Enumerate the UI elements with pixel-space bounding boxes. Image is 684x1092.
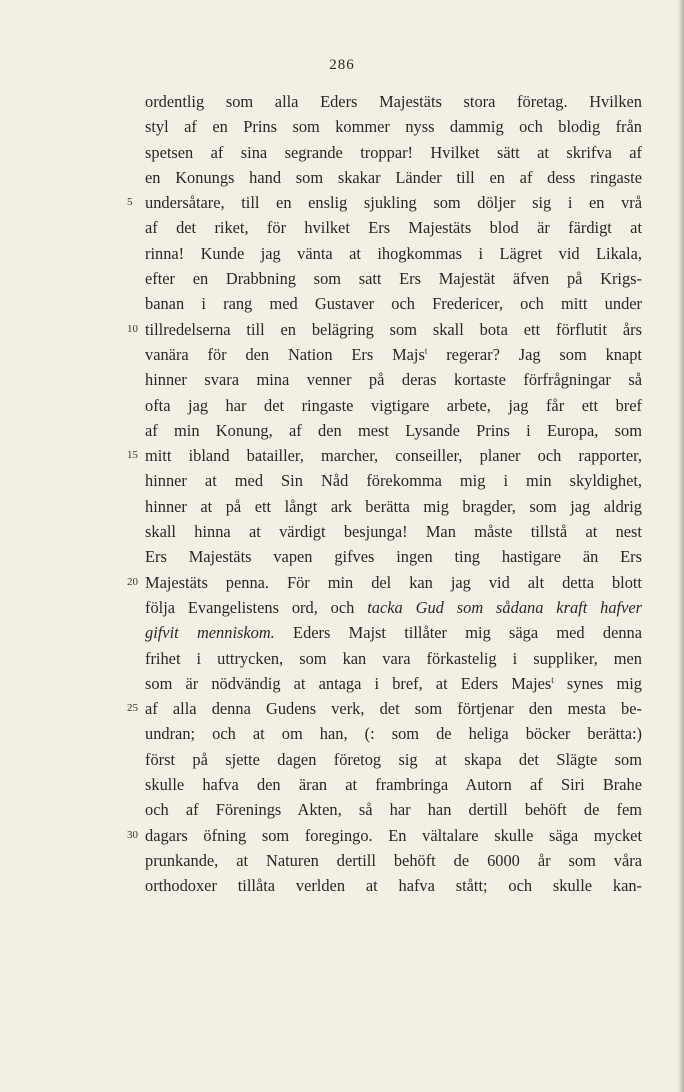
text-line xyxy=(145,544,642,569)
text-run: frihet i uttrycken, som kan vara förkastelig i suppliker, men xyxy=(145,648,642,668)
line-number: 10 xyxy=(127,322,138,335)
text-line xyxy=(127,823,642,848)
line-number: 5 xyxy=(127,196,133,209)
text-run: rinna! Kunde jag vänta at ihogkommas i Lägret vid Likala, xyxy=(145,243,642,263)
text-run: som är nödvändig at antaga i bref, at Eders Majes xyxy=(145,673,552,693)
line-number: 25 xyxy=(127,702,138,715)
text-line xyxy=(145,418,642,443)
text-line xyxy=(145,519,642,544)
text-line xyxy=(145,367,642,392)
text-line xyxy=(145,165,642,190)
text-run: af min Konung, af den mest Lysande Prins i Europa, som xyxy=(145,420,642,440)
text-line xyxy=(145,468,642,493)
text-line xyxy=(127,317,642,342)
text-line xyxy=(145,215,642,240)
page-edge-shadow xyxy=(678,0,684,1092)
page-number: 286 xyxy=(329,57,355,73)
text-run: dagars öfning som foregingo. En vältalare skulle säga mycket xyxy=(145,825,642,845)
text-run: orthodoxer tillåta verlden at hafva stått; och skulle kan- xyxy=(145,876,642,896)
text-run: hinner at med Sin Nåd förekomma mig i min skyldighet, xyxy=(145,471,642,491)
text-run: först på sjette dagen företog sig at skapa det Slägte som xyxy=(145,749,642,769)
text-line xyxy=(145,646,642,671)
text-run: ordentlig som alla Eders Majestäts stora företag. Hvilken xyxy=(145,92,642,111)
text-run: hinner svara mina venner på deras kortaste förfrågningar så xyxy=(145,370,642,390)
text-line xyxy=(145,747,642,772)
body-text xyxy=(127,89,643,899)
text-line xyxy=(145,494,642,519)
text-run: spetsen af sina segrande troppar! Hvilket sätt at skrifva af xyxy=(145,142,642,162)
text-line xyxy=(145,342,642,367)
text-run: Ers Majestäts vapen gifves ingen ting hastigare än Ers xyxy=(145,547,642,567)
text-run: efter en Drabbning som satt Ers Majestät äfven på Krigs- xyxy=(145,269,642,289)
text-run: följa Evangelistens ord, och xyxy=(145,597,368,617)
text-line xyxy=(145,241,642,266)
text-line xyxy=(145,266,642,291)
text-line xyxy=(145,671,642,696)
text-line xyxy=(145,393,642,418)
text-run: styl af en Prins som kommer nyss dammig och blodig från xyxy=(145,117,642,137)
text-run: vanära för den Nation Ers Majs xyxy=(145,344,425,364)
text-run: mitt ibland batailler, marcher, conseiller, planer och rapporter, xyxy=(145,446,642,466)
text-run: Majestäts penna. För min del kan jag vid alt detta blott xyxy=(145,572,642,592)
text-run: tillredelserna till en belägring som skall bota ett förflutit års xyxy=(145,319,642,339)
line-number: 30 xyxy=(127,828,138,841)
text-line xyxy=(127,696,642,721)
text-line xyxy=(145,620,642,645)
text-line xyxy=(127,570,642,595)
text-run: ofta jag har det ringaste vigtigare arbete, jag får ett bref xyxy=(145,395,642,415)
text-run: synes mig xyxy=(553,673,642,693)
text-run: af alla denna Gudens verk, det som förtjenar den mesta be- xyxy=(145,699,642,719)
text-run: Eders Majst tillåter mig säga med denna xyxy=(274,623,643,643)
text-line xyxy=(145,772,642,797)
text-line xyxy=(145,140,642,165)
italic-text: tacka Gud som sådana kraft hafver xyxy=(367,597,643,617)
line-number: 15 xyxy=(127,449,138,462)
text-run: skall hinna at värdigt besjunga! Man måste tillstå at nest xyxy=(145,522,642,542)
text-run: regerar? Jag som knapt xyxy=(427,344,642,364)
superscript: t xyxy=(424,345,428,356)
superscript: t xyxy=(551,674,554,685)
text-run: undersåtare, till en enslig sjukling som döljer sig i en vrå xyxy=(145,193,642,213)
text-run: af det riket, för hvilket Ers Majestäts blod är färdigt at xyxy=(145,218,642,238)
text-run: skulle hafva den äran at frambringa Autorn af Siri Brahe xyxy=(145,775,642,795)
text-run: hinner at på ett långt ark berätta mig bragder, som jag aldrig xyxy=(145,496,642,516)
text-line xyxy=(145,797,642,822)
text-run: prunkande, at Naturen dertill behöft de 6000 år som våra xyxy=(145,850,642,870)
text-line xyxy=(145,89,642,114)
text-run: och af Förenings Akten, så har han dertill behöft de fem xyxy=(145,800,642,820)
text-line xyxy=(145,595,642,620)
text-run: en Konungs hand som skakar Länder till en af dess ringaste xyxy=(145,167,642,187)
text-line xyxy=(145,114,642,139)
text-line xyxy=(145,848,642,873)
italic-text: gifvit menniskom. xyxy=(145,623,275,643)
text-line xyxy=(145,721,642,746)
text-line xyxy=(127,190,642,215)
line-number: 20 xyxy=(127,575,138,588)
text-line xyxy=(127,443,642,468)
text-run: undran; och at om han, (: som de heliga böcker berätta:) xyxy=(145,724,642,744)
text-run: banan i rang med Gustaver och Fredericer, och mitt under xyxy=(145,294,642,314)
text-line xyxy=(145,291,642,316)
text-line xyxy=(145,873,642,898)
